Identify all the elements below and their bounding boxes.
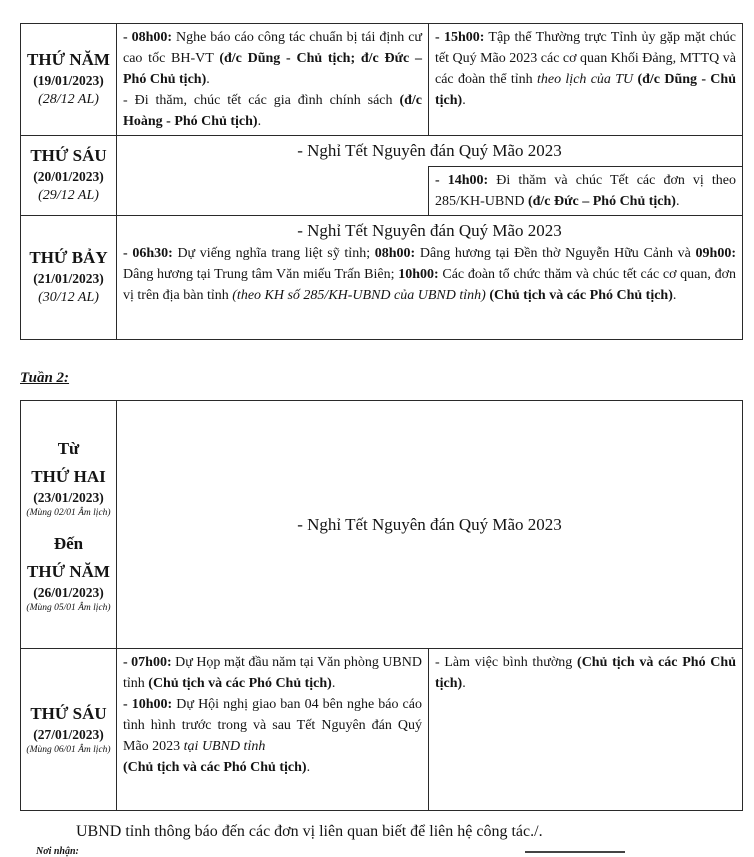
holiday-notice: - Nghỉ Tết Nguyên đán Quý Mão 2023: [117, 401, 743, 649]
week2-heading: Tuần 2:: [20, 370, 70, 386]
day-name: THỨ SÁU: [30, 704, 107, 723]
afternoon-cell: [429, 24, 743, 136]
day-date: (23/01/2023): [33, 489, 104, 505]
schedule-row-friday-holiday: [21, 136, 743, 167]
range-from-label: Từ: [57, 438, 80, 458]
holiday-notice: - Nghỉ Tết Nguyên đán Quý Mão 2023: [297, 221, 562, 240]
day-cell: [21, 216, 117, 340]
lunar-date: (Mùng 02/01 Âm lịch): [26, 507, 111, 518]
event-item: - 07h00: Dự Họp mặt đầu năm tại Văn phòng UBND tỉnh (Chủ tịch và các Phó Chủ tịch).: [123, 655, 422, 691]
schedule-row-friday: [21, 649, 743, 811]
morning-cell: [117, 649, 429, 811]
week1-schedule-table: [20, 23, 743, 340]
signature-line: [525, 851, 625, 853]
event-item: - Đi thăm, chúc tết các gia đình chính sách (đ/c Hoàng - Phó Chủ tịch).: [123, 93, 422, 129]
afternoon-cell: [429, 167, 743, 216]
event-item: - 14h00: Đi thăm và chúc Tết các đơn vị theo 285/KH-UBND (đ/c Đức – Phó Chủ tịch).: [435, 173, 736, 209]
day-name: THỨ HAI: [31, 466, 106, 486]
day-name: THỨ NĂM: [27, 561, 110, 581]
day-name: THỨ SÁU: [30, 146, 107, 165]
morning-cell: [117, 24, 429, 136]
schedule-row-holiday-range: [21, 401, 743, 649]
day-date: (21/01/2023): [33, 271, 104, 286]
day-date: (20/01/2023): [33, 169, 104, 184]
event-item: - 08h00: Nghe báo cáo công tác chuẩn bị tái định cư cao tốc BH-VT (đ/c Dũng - Chủ tịch; đ/c Đức – Phó Chủ tịch).: [123, 30, 422, 87]
lunar-date: (30/12 AL): [38, 290, 99, 305]
day-name: THỨ BẢY: [29, 248, 108, 267]
week2-schedule-table: [20, 400, 743, 811]
holiday-notice: - Nghỉ Tết Nguyên đán Quý Mão 2023: [117, 136, 743, 167]
lunar-date: (Mùng 05/01 Âm lịch): [26, 602, 111, 613]
schedule-row-thursday: [21, 24, 743, 136]
afternoon-cell: [429, 649, 743, 811]
schedule-row-friday: [21, 167, 743, 216]
day-name: THỨ NĂM: [27, 50, 110, 69]
closing-notice: UBND tỉnh thông báo đến các đơn vị liên quan biết để liên hệ công tác./.: [76, 823, 543, 840]
day-date: (26/01/2023): [33, 584, 104, 600]
event-item: - 15h00: Tập thể Thường trực Tỉnh ủy gặp mặt chúc tết Quý Mão 2023 các cơ quan Khối Đảng, MTTQ và các đoàn thể tỉnh theo lịch của TU (đ/c Dũng - Chủ tịch).: [435, 30, 736, 108]
event-item: - 10h00: Dự Hội nghị giao ban 04 bên nghe báo cáo tình hình trước trong và sau Tết Nguyên đán Quý Mão 2023 tại UBND tỉnh (Chủ tịch và các Phó Chủ tịch).: [123, 697, 422, 775]
day-date: (19/01/2023): [33, 73, 104, 88]
day-cell: [21, 136, 117, 216]
lunar-date: (29/12 AL): [38, 188, 99, 203]
range-to-label: Đến: [53, 533, 84, 553]
fullday-cell: [117, 216, 743, 340]
lunar-date: (28/12 AL): [38, 92, 99, 107]
morning-cell: [117, 167, 429, 216]
date-range-cell: [21, 401, 117, 649]
lunar-date: (Mùng 06/01 Âm lịch): [26, 745, 111, 755]
schedule-row-saturday: [21, 216, 743, 340]
event-item: - Làm việc bình thường (Chủ tịch và các Phó Chủ tịch).: [435, 655, 736, 691]
day-date: (27/01/2023): [33, 727, 104, 742]
recipients-label: Nơi nhận:: [36, 846, 79, 857]
day-cell: [21, 24, 117, 136]
event-item: - 06h30: Dự viếng nghĩa trang liệt sỹ tỉnh; 08h00: Dâng hương tại Đền thờ Nguyễn Hữu Cảnh và 09h00: Dâng hương tại Trung tâm Văn miếu Trấn Biên; 10h00: Các đoàn tổ chức thăm và chúc tết các cơ quan, đơn vị trên địa bàn tỉnh (theo KH số 285/KH-UBND của UBND tỉnh) (Chủ tịch và các Phó Chủ tịch).: [123, 246, 737, 303]
day-cell: [21, 649, 117, 811]
